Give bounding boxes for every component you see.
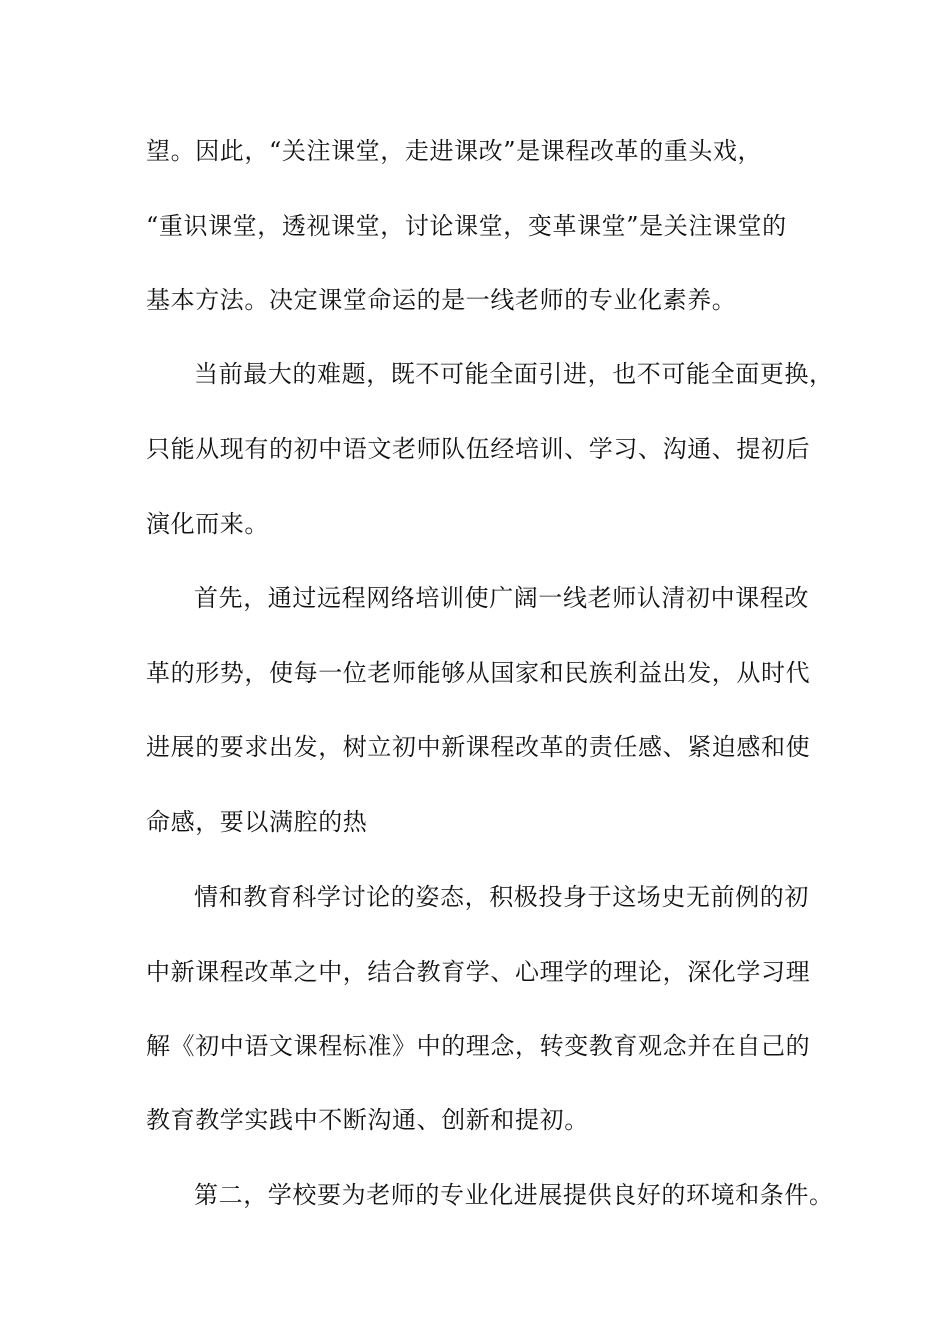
text-line-5: 只能从现有的初中语文老师队伍经培训、学习、沟通、提初后 xyxy=(146,435,811,463)
text-line-12: 中新课程改革之中，结合教育学、心理学的理论，深化学习理 xyxy=(146,958,811,986)
text-line-11: 情和教育科学讨论的姿态，积极投身于这场史无前例的初 xyxy=(194,883,809,911)
text-line-15: 第二，学校要为老师的专业化进展提供良好的环境和条件。 xyxy=(194,1181,834,1209)
text-line-14: 教育教学实践中不断沟通、创新和提初。 xyxy=(146,1106,589,1134)
text-line-7: 首先，通过远程网络培训使广阔一线老师认清初中课程改 xyxy=(194,584,809,612)
text-line-4: 当前最大的难题，既不可能全面引进，也不可能全面更换， xyxy=(194,360,834,388)
text-line-1: 望。因此，“关注课堂，走进课改”是课程改革的重头戏， xyxy=(146,137,763,165)
text-line-3: 基本方法。决定课堂命运的是一线老师的专业化素养。 xyxy=(146,286,737,314)
text-line-9: 进展的要求出发，树立初中新课程改革的责任感、紧迫感和使 xyxy=(146,733,811,761)
text-line-10: 命感，要以满腔的热 xyxy=(146,808,368,836)
text-line-6: 演化而来。 xyxy=(146,510,269,538)
text-line-2: “重识课堂，透视课堂，讨论课堂，变革课堂”是关注课堂的 xyxy=(146,212,787,240)
text-line-8: 革的形势，使每一位老师能够从国家和民族利益出发，从时代 xyxy=(146,659,811,687)
text-line-13: 解《初中语文课程标准》中的理念，转变教育观念并在自己的 xyxy=(146,1032,811,1060)
